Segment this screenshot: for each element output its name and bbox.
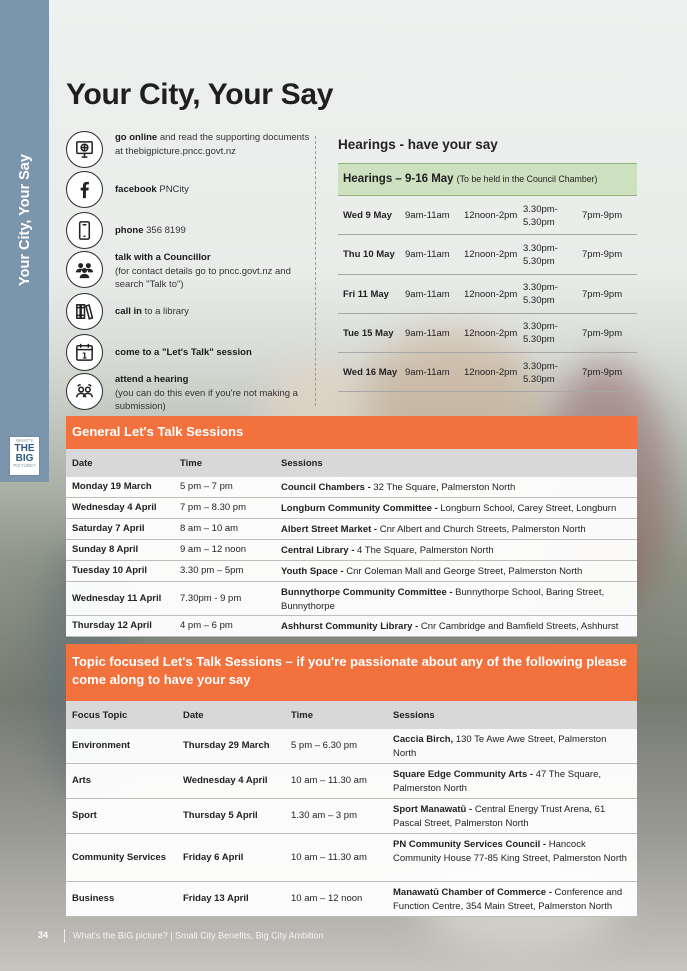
session-time: 9 am – 12 noon xyxy=(180,544,247,556)
logo-small-bottom: PICTURE? xyxy=(13,462,36,468)
calendar-icon xyxy=(66,334,103,371)
session-venue: Longburn Community Committee - xyxy=(281,503,438,514)
general-header-time: Time xyxy=(180,457,203,469)
session-location xyxy=(281,477,631,497)
hearings-rows xyxy=(338,196,637,392)
general-header-sessions: Sessions xyxy=(281,457,323,469)
topic-time: 10 am – 12 noon xyxy=(291,893,363,905)
hearing-slot: 9am-11am xyxy=(405,327,450,339)
hearing-slot: 3.30pm-5.30pm xyxy=(523,282,558,307)
hearing-date: Wed 9 May xyxy=(343,210,392,221)
session-location xyxy=(281,540,631,560)
session-time: 7.30pm - 9 pm xyxy=(180,592,242,604)
logo-big-1: THE xyxy=(14,442,35,454)
topic-address: 130 Te Awe Awe Street, Palmerston North xyxy=(393,734,607,759)
footer-separator xyxy=(64,929,65,943)
topic-sessions-table xyxy=(66,644,637,917)
footer-text: What's the BIG picture? | Small City Benefits, Big City Ambition xyxy=(73,930,324,941)
hearings-title: Hearings - have your say xyxy=(338,137,498,152)
session-location xyxy=(281,519,631,539)
session-date: Sunday 8 April xyxy=(72,544,139,556)
contact-hearing-text: (you can do this even if you're not making a submission) xyxy=(115,387,298,412)
topic-address: Hancock Community House 77-85 King Street, Palmerston North xyxy=(393,839,627,864)
general-header-date: Date xyxy=(72,457,93,469)
hearings-table xyxy=(338,163,637,392)
session-address: Cnr Coleman Mall and George Street, Palmerston North xyxy=(346,566,583,577)
topic-rows xyxy=(66,729,637,917)
hearings-box-note: (To be held in the Council Chamber) xyxy=(456,174,598,184)
session-address: Bunnythorpe School, Baring Street, Bunnythorpe xyxy=(281,587,605,612)
session-time: 3.30 pm – 5pm xyxy=(180,565,244,577)
session-time: 8 am – 10 am xyxy=(180,523,239,535)
topic-column-headers xyxy=(66,701,637,729)
contact-library-label: call in xyxy=(115,306,142,317)
session-location xyxy=(281,616,631,636)
session-date: Saturday 7 April xyxy=(72,523,145,535)
topic-venue: Manawatū Chamber of Commerce - xyxy=(393,887,552,898)
topic-date: Thursday 29 March xyxy=(183,740,270,752)
topic-location xyxy=(393,834,631,881)
hearing-slot: 12noon-2pm xyxy=(464,210,518,221)
table-row xyxy=(66,799,637,834)
sidebar-title xyxy=(0,120,49,320)
topic-header-sessions: Sessions xyxy=(393,709,435,721)
page-number: 34 xyxy=(38,930,49,941)
topic-sessions-title: Topic focused Let's Talk Sessions – if you're passionate about any of the following please come along to have your say xyxy=(66,644,637,701)
topic-header-time: Time xyxy=(291,709,314,721)
contact-councillor-label: talk with a Councillor xyxy=(115,252,211,263)
hearing-slot: 7pm-9pm xyxy=(582,327,623,339)
contact-facebook-label: facebook xyxy=(115,184,157,195)
topic-name: Community Services xyxy=(72,851,166,863)
topic-venue: Caccia Birch, xyxy=(393,734,454,745)
topic-header-focus: Focus Topic xyxy=(72,709,128,721)
contact-councillor xyxy=(66,251,311,291)
topic-venue: Square Edge Community Arts - xyxy=(393,769,534,780)
hearing-slot: 12noon-2pm xyxy=(464,327,518,339)
hearing-date: Wed 16 May xyxy=(343,367,398,379)
session-time: 5 pm – 7 pm xyxy=(180,481,233,493)
session-venue: Central Library - xyxy=(281,545,355,556)
contact-facebook xyxy=(66,171,311,211)
hearing-date: Thu 10 May xyxy=(343,249,395,261)
hearing-slot: 9am-11am xyxy=(405,249,450,261)
contact-library-text: to a library xyxy=(141,306,189,317)
big-picture-logo xyxy=(9,436,40,476)
table-row xyxy=(66,764,637,799)
session-venue: Ashhurst Community Library - xyxy=(281,621,419,632)
contact-online xyxy=(66,131,311,171)
topic-venue: Sport Manawatū - xyxy=(393,804,473,815)
table-row xyxy=(66,834,637,882)
contact-hearing xyxy=(66,373,311,413)
hearing-row xyxy=(338,275,637,314)
hearing-slot: 3.30pm-5.30pm xyxy=(523,203,558,228)
general-rows xyxy=(66,477,637,637)
page-footer xyxy=(38,929,324,943)
session-venue: Bunnythorpe Community Committee - xyxy=(281,587,453,598)
session-venue: Council Chambers - xyxy=(281,482,371,493)
hearings-table-header xyxy=(338,163,637,196)
contact-lets-talk-label: come to a "Let's Talk" session xyxy=(115,347,252,358)
sidebar-title-text: Your City, Your Say xyxy=(16,154,33,286)
phone-icon xyxy=(66,212,103,249)
session-address: 32 The Square, Palmerston North xyxy=(373,482,516,493)
people-icon xyxy=(66,251,103,288)
hearing-slot: 12noon-2pm xyxy=(464,249,518,261)
contact-councillor-text: (for contact details go to pncc.govt.nz and search "Talk to") xyxy=(115,265,291,290)
topic-address: 47 The Square, Palmerston North xyxy=(393,769,602,794)
hearing-slot: 12noon-2pm xyxy=(464,288,518,300)
contact-phone-text: 356 8199 xyxy=(143,225,186,236)
general-sessions-title: General Let's Talk Sessions xyxy=(66,416,637,449)
hearing-date: Tue 15 May xyxy=(343,327,394,339)
session-date: Monday 19 March xyxy=(72,481,152,493)
topic-date: Friday 6 April xyxy=(183,851,244,863)
topic-time: 10 am – 11.30 am xyxy=(291,775,367,787)
contact-online-label: go online xyxy=(115,132,158,143)
contact-phone-label: phone xyxy=(115,225,144,236)
topic-header-date: Date xyxy=(183,709,204,721)
table-row xyxy=(66,882,637,917)
hearing-slot: 3.30pm-5.30pm xyxy=(523,360,558,385)
table-row xyxy=(66,582,637,616)
globe-icon xyxy=(66,131,103,168)
hearing-slot: 12noon-2pm xyxy=(464,367,518,379)
topic-name: Sport xyxy=(72,810,97,822)
table-row xyxy=(66,616,637,637)
table-row xyxy=(66,498,637,519)
column-divider xyxy=(315,136,316,406)
contact-online-text: and read the supporting documents at thebigpicture.pncc.govt.nz xyxy=(115,132,310,157)
hearing-row xyxy=(338,353,637,392)
topic-time: 10 am – 11.30 am xyxy=(291,851,367,863)
topic-address: Central Energy Trust Arena, 61 Pascal Street, Palmerston North xyxy=(393,804,606,829)
hearing-slot: 7pm-9pm xyxy=(582,249,623,261)
topic-date: Friday 13 April xyxy=(183,893,249,905)
session-date: Thursday 12 April xyxy=(72,620,152,632)
hearing-slot: 7pm-9pm xyxy=(582,210,623,221)
session-venue: Youth Space - xyxy=(281,566,344,577)
library-books-icon xyxy=(66,293,103,330)
contact-library xyxy=(66,293,311,333)
session-date: Wednesday 4 April xyxy=(72,502,157,514)
session-location xyxy=(281,498,631,518)
contact-facebook-text: PNCity xyxy=(156,184,189,195)
table-row xyxy=(66,561,637,582)
table-row xyxy=(66,540,637,561)
topic-date: Thursday 5 April xyxy=(183,810,258,822)
topic-location xyxy=(393,799,631,833)
hearings-box-title: Hearings – 9-16 May xyxy=(343,173,454,185)
hearing-slot: 7pm-9pm xyxy=(582,367,623,379)
topic-location xyxy=(393,729,631,763)
topic-date: Wednesday 4 April xyxy=(183,775,268,787)
session-time: 7 pm – 8.30 pm xyxy=(180,502,247,514)
topic-name: Business xyxy=(72,893,115,905)
session-date: Tuesday 10 April xyxy=(72,565,147,577)
topic-name: Environment xyxy=(72,740,131,752)
session-address: Cnr Cambridge and Bamfield Streets, Ashhurst xyxy=(420,621,619,632)
session-date: Wednesday 11 April xyxy=(72,592,162,604)
session-location xyxy=(281,561,631,581)
topic-time: 1.30 am – 3 pm xyxy=(291,810,358,822)
hearing-slot: 9am-11am xyxy=(405,288,450,300)
session-time: 4 pm – 6 pm xyxy=(180,620,233,632)
session-address: Cnr Albert and Church Streets, Palmerston North xyxy=(379,524,586,535)
topic-venue: PN Community Services Council - xyxy=(393,839,547,850)
sidebar xyxy=(0,0,49,482)
hearing-date: Fri 11 May xyxy=(343,288,389,300)
hearing-slot: 7pm-9pm xyxy=(582,288,623,300)
contact-lets-talk xyxy=(66,334,311,374)
logo-big-2: BIG xyxy=(15,452,34,464)
general-column-headers xyxy=(66,449,637,477)
facebook-icon xyxy=(66,171,103,208)
table-row xyxy=(66,477,637,498)
hearing-slot: 3.30pm-5.30pm xyxy=(523,321,558,346)
session-venue: Albert Street Market - xyxy=(281,524,378,535)
logo-small-top: WHAT'S xyxy=(16,438,33,443)
session-location xyxy=(281,582,631,615)
hearing-slot: 3.30pm-5.30pm xyxy=(523,242,558,267)
svg-text:1: 1 xyxy=(81,351,88,361)
hearing-row xyxy=(338,235,637,274)
session-address: Longburn School, Carey Street, Longburn xyxy=(440,503,617,514)
table-row xyxy=(66,519,637,540)
hearing-slot: 9am-11am xyxy=(405,210,450,221)
topic-address: Conference and Function Centre, 354 Main Street, Palmerston North xyxy=(393,887,623,912)
hearing-row xyxy=(338,314,637,353)
contact-hearing-label: attend a hearing xyxy=(115,374,189,385)
general-sessions-table xyxy=(66,416,637,637)
topic-location xyxy=(393,764,631,798)
topic-name: Arts xyxy=(72,775,92,787)
topic-time: 5 pm – 6.30 pm xyxy=(291,740,358,752)
hearing-slot: 9am-11am xyxy=(405,367,450,379)
session-address: 4 The Square, Palmerston North xyxy=(357,545,494,556)
table-row xyxy=(66,729,637,764)
page-title: Your City, Your Say xyxy=(66,78,334,111)
topic-location xyxy=(393,882,631,916)
contact-phone xyxy=(66,212,311,252)
hearing-row xyxy=(338,196,637,235)
hearing-people-icon xyxy=(66,373,103,410)
